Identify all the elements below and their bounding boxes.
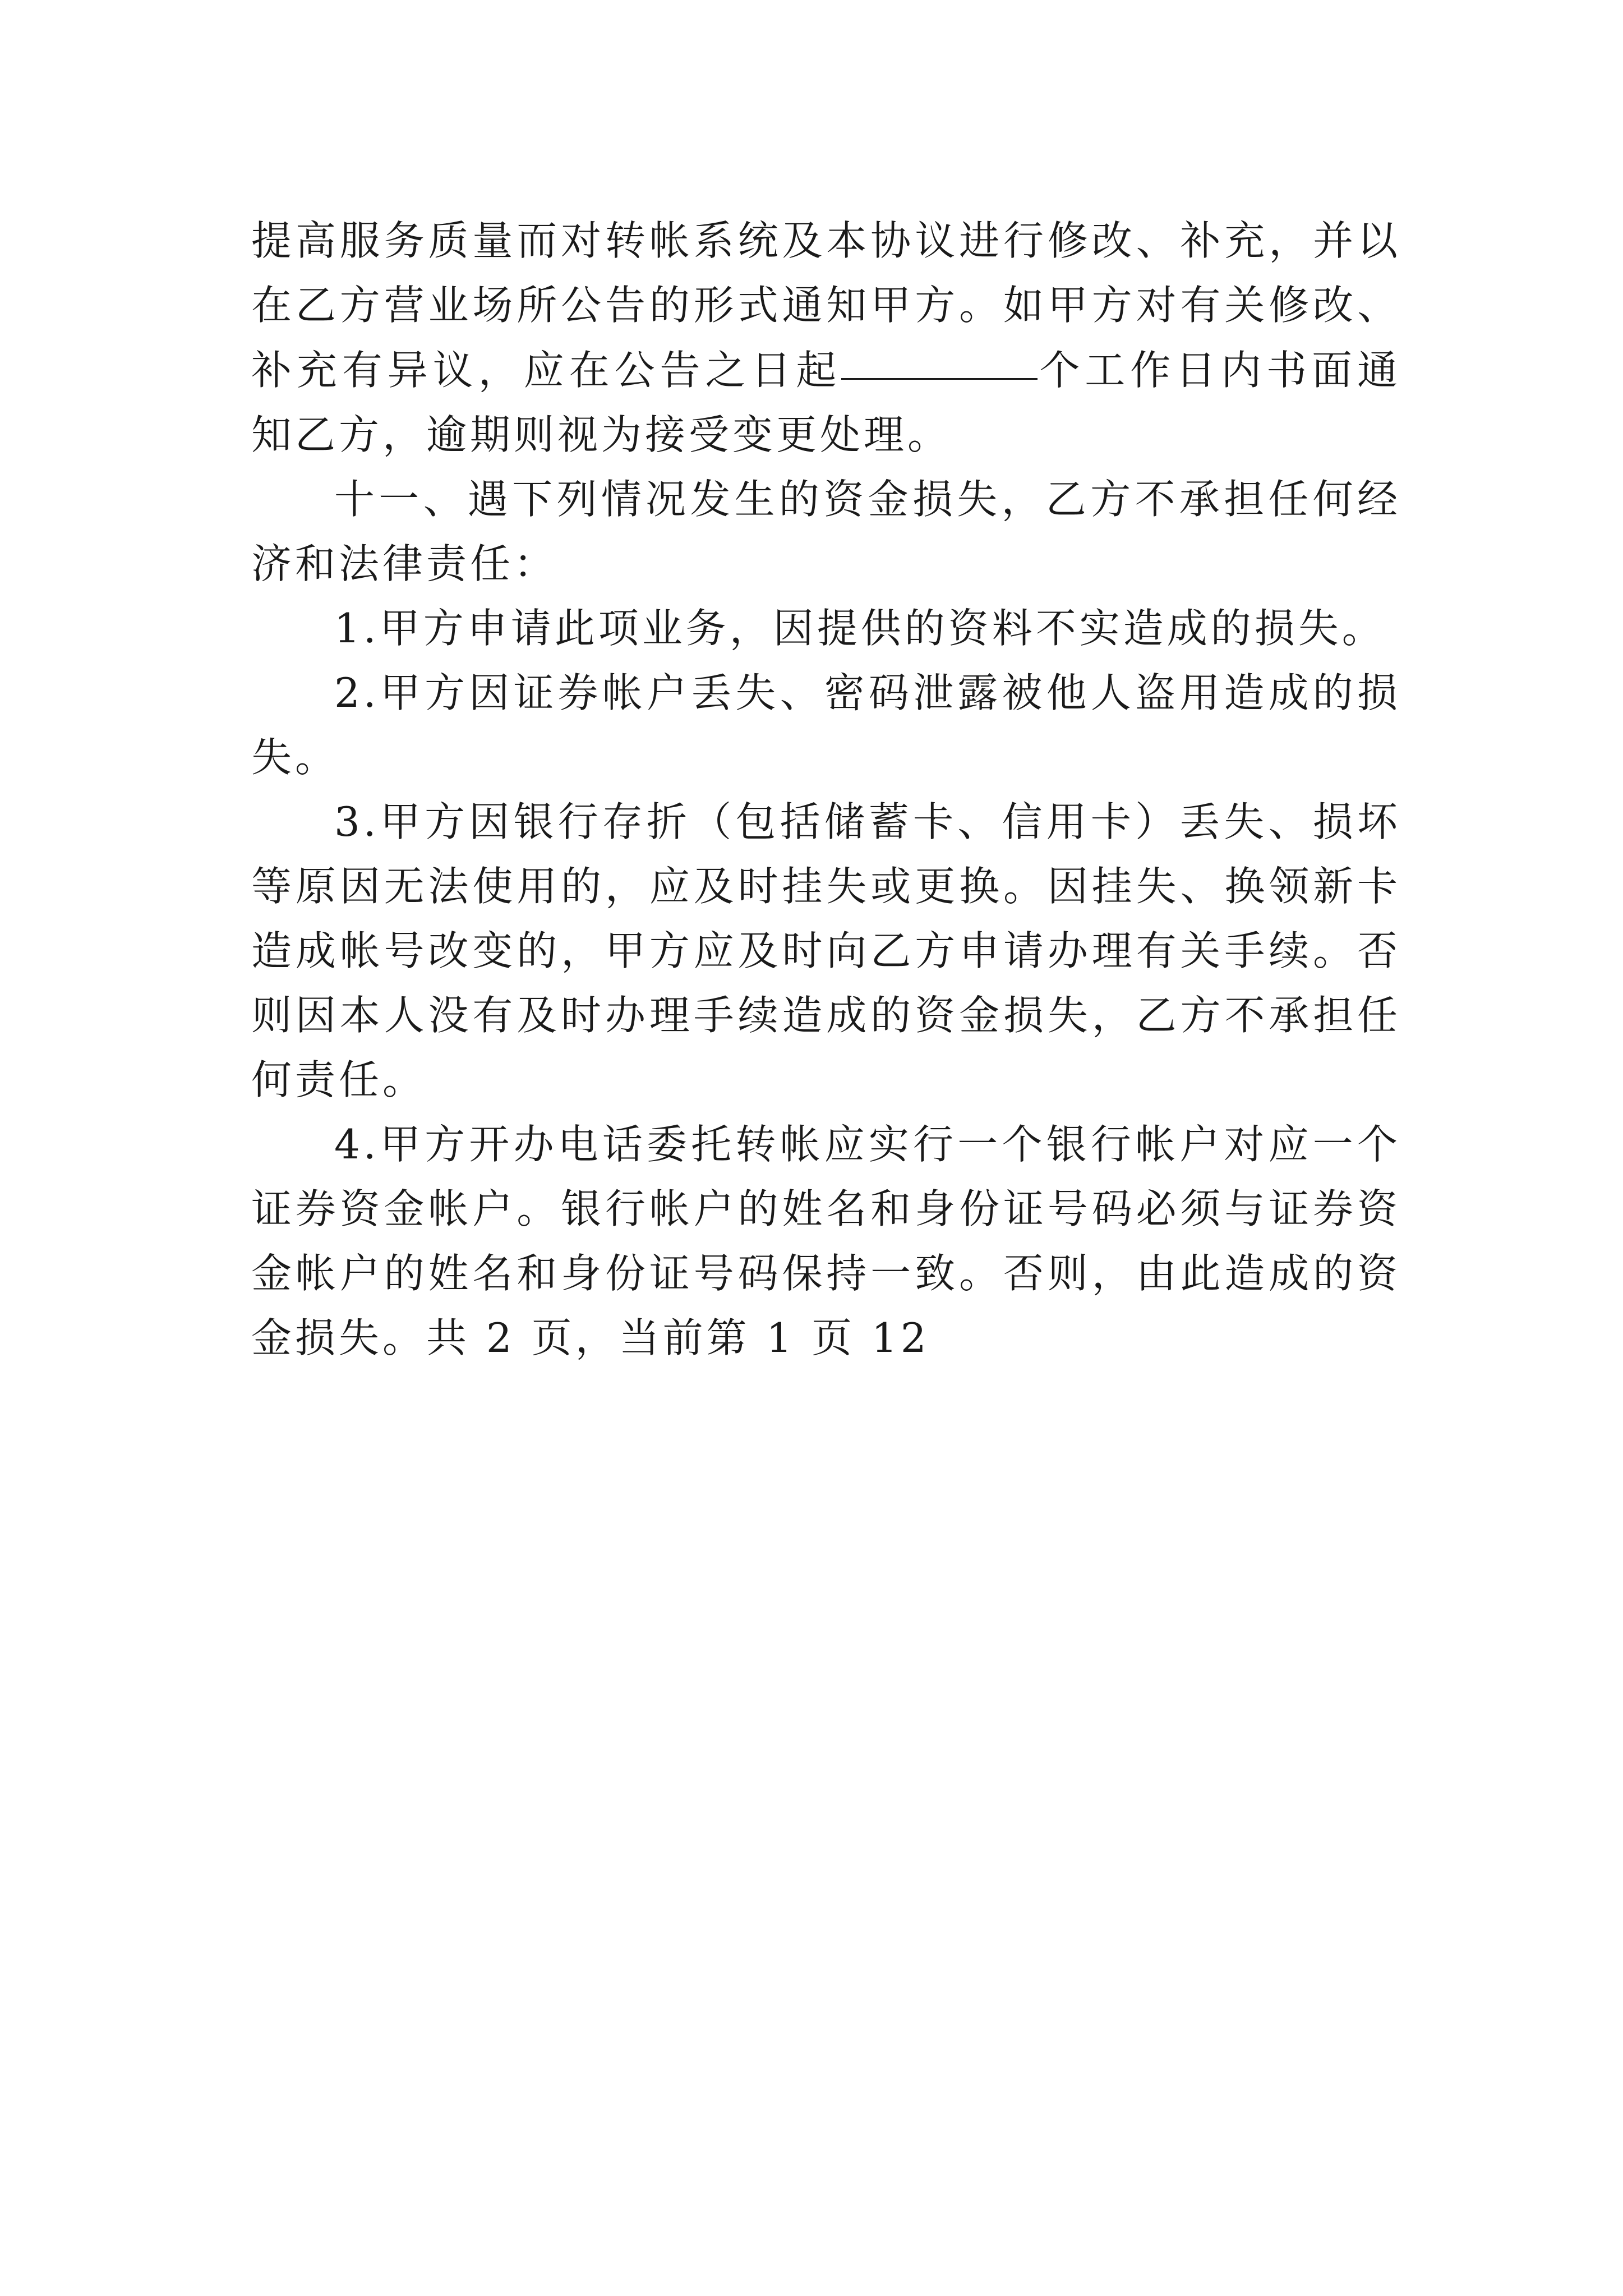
clause-item-4: 4.甲方开办电话委托转帐应实行一个银行帐户对应一个证券资金帐户。银行帐户的姓名和身份证号码必须与证券资金帐户的姓名和身份证号码保持一致。否则，由此造成的资金损失。共 2 页，当前第 1 页 12 xyxy=(251,1121,1401,1361)
document-body xyxy=(251,209,1401,1370)
paragraph-intro-text-end: 个工作日内书面通知乙方，逾期则视为接受变更处理。 xyxy=(251,347,1401,458)
clause-item-1: 1.甲方申请此项业务，因提供的资料不实造成的损失。 xyxy=(334,605,1386,652)
paragraph-intro xyxy=(251,209,1401,467)
clause-item-3: 3.甲方因银行存折（包括储蓄卡、信用卡）丢失、损坏等原因无法使用的，应及时挂失或更换。因挂失、换领新卡造成帐号改变的，甲方应及时向乙方申请办理有关手续。否则因本人没有及时办理手续造成的资金损失，乙方不承担任何责任。 xyxy=(251,798,1401,1103)
fill-in-blank xyxy=(841,333,1038,380)
clause-item-2: 2.甲方因证券帐户丢失、密码泄露被他人盗用造成的损失。 xyxy=(251,669,1401,781)
clause-11-heading: 十一、遇下列情况发生的资金损失，乙方不承担任何经济和法律责任： xyxy=(251,476,1401,587)
paragraph-intro-text-start: 提高服务质量而对转帐系统及本协议进行修改、补充，并以在乙方营业场所公告的形式通知甲方。如甲方对有关修改、补充有异议，应在公告之日起 xyxy=(251,217,1401,394)
